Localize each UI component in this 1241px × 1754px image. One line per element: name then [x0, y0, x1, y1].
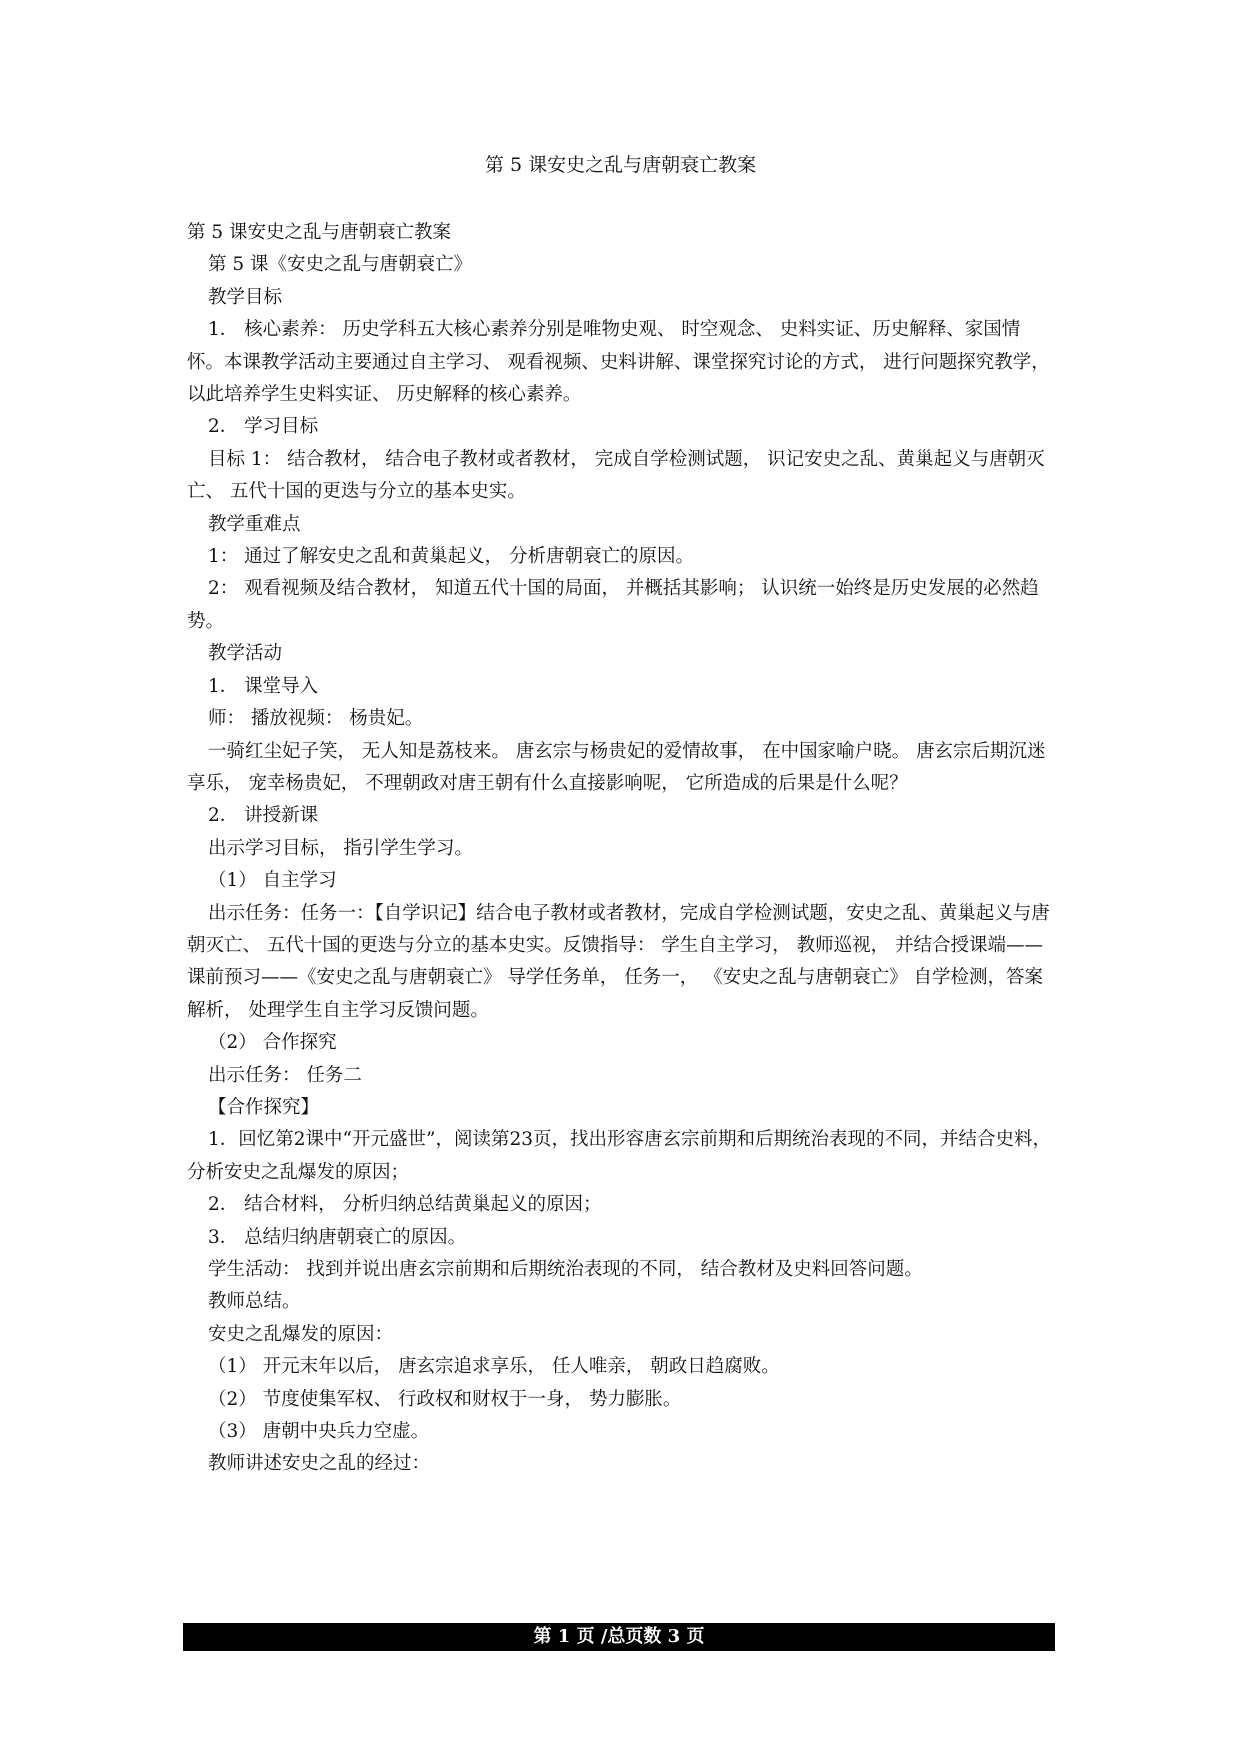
paragraph: 1． 核心素养： 历史学科五大核心素养分别是唯物史观、 时空观念、 史料实证、历史解释、家国情怀。本课教学活动主要通过自主学习、 观看视频、史料讲解、课堂探究讨论的方式， 进行问题探究教学， 以此培养学生史料实证、 历史解释的核心素养。	[187, 319, 1050, 406]
paragraph: 3． 总结归纳唐朝衰亡的原因。	[208, 1226, 467, 1248]
paragraph: 2． 讲授新课	[208, 805, 319, 827]
paragraph: 一骑红尘妃子笑， 无人知是荔枝来。 唐玄宗与杨贵妃的爱情故事， 在中国家喻户晓。 唐玄宗后期沉迷享乐， 宠幸杨贵妃， 不理朝政对唐王朝有什么直接影响呢， 它所造成的后果是什么呢？	[187, 740, 1046, 794]
page-number-label: 第 1 页 /总页数 3 页	[533, 1626, 705, 1647]
paragraph: 教学目标	[208, 286, 283, 308]
paragraph: 教学重难点	[208, 513, 301, 535]
paragraph: 1．回忆第2课中“开元盛世”，阅读第23页，找出形容唐玄宗前期和后期统治表现的不同，并结合史料， 分析安史之乱爆发的原因；	[187, 1129, 1052, 1183]
document-body	[187, 217, 1057, 1481]
paragraph: 目标 1： 结合教材， 结合电子教材或者教材， 完成自学检测试题， 识记安史之乱、黄巢起义与唐朝灭亡、 五代十国的更迭与分立的基本史实。	[187, 448, 1045, 503]
paragraph: 安史之乱爆发的原因：	[208, 1323, 394, 1345]
paragraph: 2． 学习目标	[208, 416, 319, 438]
paragraph: 出示任务： 任务二	[208, 1064, 362, 1086]
page-footer-bar	[183, 1623, 1055, 1651]
paragraph: 师： 播放视频： 杨贵妃。	[208, 708, 424, 730]
paragraph: 第 5 课安史之乱与唐朝衰亡教案	[187, 222, 452, 243]
paragraph: 1． 课堂导入	[208, 675, 319, 697]
paragraph: 出示学习目标， 指引学生学习。	[208, 837, 473, 859]
document-title: 第 5 课安史之乱与唐朝衰亡教案	[484, 154, 757, 176]
paragraph: 学生活动： 找到并说出唐玄宗前期和后期统治表现的不同， 结合教材及史料回答问题。	[208, 1259, 923, 1280]
paragraph: 教师总结。	[208, 1291, 301, 1313]
paragraph: 【合作探究】	[208, 1096, 320, 1118]
paragraph: 教师讲述安史之乱的经过：	[208, 1453, 431, 1475]
paragraph: 出示任务：任务一：【自学识记】结合电子教材或者教材，完成自学检测试题，安史之乱、黄巢起义与唐朝灭亡、 五代十国的更迭与分立的基本史实。反馈指导： 学生自主学习， 教师巡视， 并结合授课端——课前预习——《安史之乱与唐朝衰亡》 导学任务单， 任务一， 《安史之乱与唐朝衰亡》 自学检测，答案解析， 处理学生自主学习反馈问题。	[187, 902, 1050, 1021]
paragraph: 2． 结合材料， 分析归纳总结黄巢起义的原因；	[208, 1194, 602, 1216]
paragraph: （1） 自主学习	[208, 870, 337, 892]
paragraph: （3） 唐朝中央兵力空虚。	[208, 1421, 430, 1443]
paragraph: （2） 节度使集军权、 行政权和财权于一身， 势力膨胀。	[208, 1388, 682, 1410]
paragraph: （2） 合作探究	[208, 1032, 337, 1054]
paragraph: 2： 观看视频及结合教材， 知道五代十国的局面， 并概括其影响； 认识统一始终是历史发展的必然趋势。	[187, 578, 1039, 632]
paragraph: 第 5 课《安史之乱与唐朝衰亡》	[208, 254, 473, 276]
paragraph: （1） 开元末年以后， 唐玄宗追求享乐， 任人唯亲， 朝政日趋腐败。	[208, 1356, 780, 1378]
paragraph: 教学活动	[208, 643, 283, 665]
paragraph: 1： 通过了解安史之乱和黄巢起义， 分析唐朝衰亡的原因。	[208, 546, 695, 568]
